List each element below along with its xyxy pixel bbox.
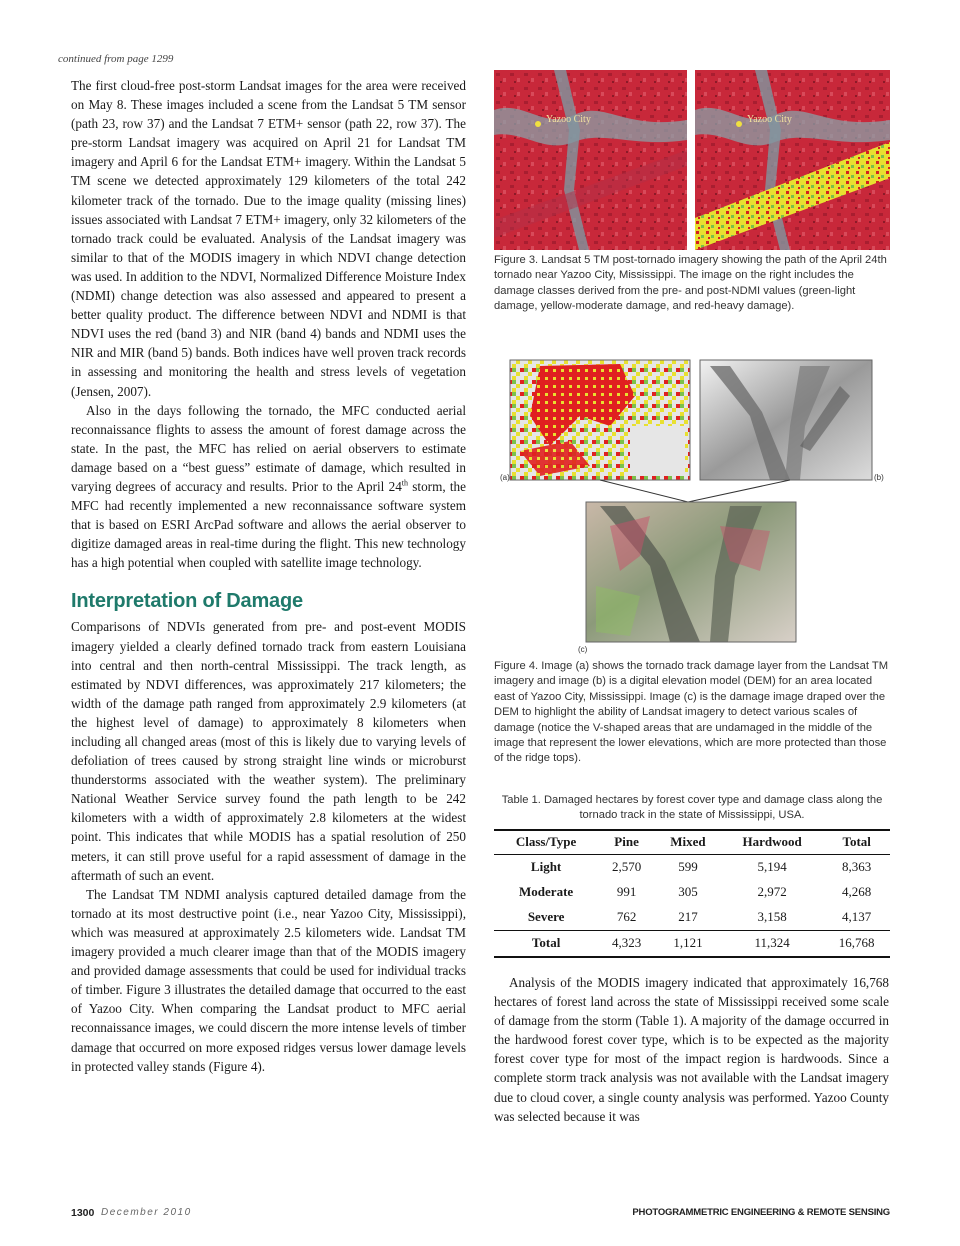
paragraph-aerial <box>71 401 466 573</box>
paragraph-aerial-part2: storm, the MFC had recently implemented a new reconnaissance software system that is based on ESRI ArcPad software and allows the aerial observer to digitize damaged areas in real-time during the flight. This new technology has a high potential when coupled with satellite image technology. <box>71 478 467 571</box>
paragraph-aerial-part1: Also in the days following the tornado, the MFC conducted aerial reconnaissance flights to assess the amount of forest damage across the state. In the past, the MFC has relied on aerial observers to estimate damage based on a “best guess” estimate of damage, which resulted in varying degrees of accuracy and results. Prior to the April 24 <box>71 402 466 494</box>
table-row <box>494 880 890 905</box>
table-1 <box>494 793 890 958</box>
table-cell: Light <box>530 859 562 874</box>
paragraph-landsat-ndmi: The Landsat TM NDMI analysis captured detailed damage from the tornado at its most destructive point (i.e., near Yazoo City, Mississippi), which was measured at approximately 2.5 kilometers wide. Landsat TM imagery provided a much clearer image than that of the MODIS imagery and provided damage assessments that could be used for individual tracks of timber. Figure 3 illustrates the detailed damage that occurred to the east of Yazoo City. When comparing the Landsat product to MFC aerial reconnaissance images, we could discern the more intense levels of timber damage that occurred on more exposed ridges versus lower damage levels in protected valley stands (Figure 4). <box>71 886 466 1074</box>
journal-name: PHOTOGRAMMETRIC ENGINEERING & REMOTE SENSING <box>632 1207 890 1218</box>
table-cell: 8,363 <box>842 859 872 874</box>
table-cell: 4,137 <box>842 909 872 924</box>
figure-4c-label: (c) <box>578 645 588 654</box>
table-cell: 2,570 <box>611 859 642 874</box>
figure-4b-image <box>700 360 884 482</box>
table-cell: 4,323 <box>598 931 655 958</box>
table-total-row <box>494 931 890 958</box>
yazoo-city-label-left: Yazoo City <box>546 114 591 125</box>
yazoo-city-label-right: Yazoo City <box>747 114 792 125</box>
figure-3-caption-wrap <box>494 253 890 315</box>
figure-4b-label: (b) <box>874 473 884 482</box>
table-cell: 991 <box>616 884 637 899</box>
table-cell: 3,158 <box>757 909 787 924</box>
table-1-title: Table 1. Damaged hectares by forest cover type and damage class along the tornado track in the state of Mississippi, USA. <box>501 794 883 821</box>
continued-note: continued from page 1299 <box>58 53 174 65</box>
damage-table <box>494 829 890 958</box>
table-cell: 1,121 <box>655 931 721 958</box>
table-row <box>494 855 890 881</box>
figure-4a-image <box>500 360 690 482</box>
table-header-cell: Hardwood <box>721 830 823 855</box>
table-cell: 599 <box>678 859 698 874</box>
figure-4a-label: (a) <box>500 473 510 482</box>
figure-3-images <box>494 70 890 250</box>
table-cell: 4,268 <box>842 884 872 899</box>
table-cell: 16,768 <box>823 931 890 958</box>
right-column-text <box>494 973 889 1126</box>
issue-date: December 2010 <box>101 1207 192 1218</box>
table-cell: 2,972 <box>757 884 787 899</box>
table-header-row <box>494 830 890 855</box>
table-cell: 305 <box>678 884 698 899</box>
page-number: 1300 <box>71 1207 95 1219</box>
section-heading: Interpretation of Damage <box>71 590 303 613</box>
figure-4-caption: Figure 4. Image (a) shows the tornado track damage layer from the Landsat TM imagery and image (b) is a digital elevation model (DEM) for an area located east of Yazoo City, Mississippi. Image (c) is the damage image draped over the DEM to highlight the ability of Landsat imagery to detect various scales of damage (notice the V-shaped areas that are undamaged in the middle of the image that represent the lower elevations, which are more protected than those of the ridge tops). <box>494 660 889 765</box>
figure-4c-image <box>578 502 796 654</box>
figure-4 <box>500 356 888 656</box>
table-cell: 5,194 <box>757 859 787 874</box>
table-cell: 11,324 <box>721 931 823 958</box>
table-header-cell: Class/Type <box>494 830 598 855</box>
figure-3-caption: Figure 3. Landsat 5 TM post-tornado imagery showing the path of the April 24th tornado near Yazoo City, Mississippi. The image on the right includes the damage classes derived from the pre- and post-NDMI values (green-light damage, yellow-moderate damage, and red-heavy damage). <box>494 254 887 313</box>
figure-3 <box>494 70 890 250</box>
table-cell: 217 <box>678 909 698 924</box>
ordinal-superscript: th <box>401 478 409 488</box>
figure-3-right-image <box>695 70 890 250</box>
figure-4-caption-wrap <box>494 659 890 767</box>
left-column <box>71 76 466 1076</box>
table-header-cell: Mixed <box>655 830 721 855</box>
paragraph-modis-comparison: Comparisons of NDVIs generated from pre- and post-event MODIS imagery yielded a clearly defined tornado track from eastern Louisiana into central and then north-central Mississippi. The track length, as estimated by NDVI differences, was approximately 217 kilometers; the width of the damage path ranged from approximately 2.9 kilometers (at the highest level of damage) to approximately 8 kilometers when including all changed areas (most of this is likely due to varying levels of defoliation of trees caused by strong straight line winds or microburst thunderstorms associated with the weather system). The preliminary National Weather Service survey found the path length to be 242 kilometers with a width of approximately 2.8 kilometers at the widest point. This indicates that while MODIS has a spatial resolution of 250 meters, it can still prove useful for a rapid assessment of damage in the aftermath of such an event. <box>71 619 466 883</box>
table-header-cell: Pine <box>598 830 655 855</box>
table-cell: Moderate <box>519 884 574 899</box>
table-cell: Total <box>494 931 598 958</box>
table-row <box>494 905 890 931</box>
table-header-cell: Total <box>823 830 890 855</box>
table-cell: Severe <box>527 909 565 924</box>
table-cell: 762 <box>616 909 637 924</box>
figure-4-connector <box>600 480 790 502</box>
figure-3-left-image <box>494 70 687 250</box>
figure-4-images <box>500 356 888 656</box>
paragraph-modis-analysis: Analysis of the MODIS imagery indicated that approximately 16,768 hectares of forest land across the state of Mississippi received some scale of damage from the storm (Table 1). A majority of the damage occurred in the hardwood forest cover type, which is to be expected as the majority forest cover type for most of the impact region is hardwoods. Since a complete storm track analysis was not available with the Landsat imagery due to cloud cover, a single county analysis was performed. Yazoo County was selected because it was <box>494 975 889 1124</box>
paragraph-landsat: The first cloud-free post-storm Landsat images for the area were received on May 8. These images included a scene from the Landsat 5 TM sensor (path 23, row 37) and the Landsat 7 ETM+ sensor (path 22, row 37). The pre-storm Landsat imagery was acquired on April 21 for Landsat TM imagery and April 6 for the Landsat ETM+ imagery. Within the Landsat 5 TM scene we detected approximately 129 kilometers of the total 242 kilometer track of the tornado. Due to the image quality (missing lines) issues associated with Landsat 7 ETM+ imagery, only 32 kilometers of the tornado track could be evaluated. Analysis of the Landsat imagery was similar to that of the MODIS imagery in which NDVI change detection was used. In addition to the NDVI, Normalized Difference Moisture Index (NDMI) change detection was also assessed and appeared to present a better quality product. The difference between NDVI and NDMI is that NDVI uses the red (band 3) and NIR (band 4) bands and NDMI uses the NIR and MIR (band 5) bands. Both indices have well proven track records in assessing and monitoring the health and stress levels of vegetation (Jensen, 2007). <box>71 78 466 399</box>
